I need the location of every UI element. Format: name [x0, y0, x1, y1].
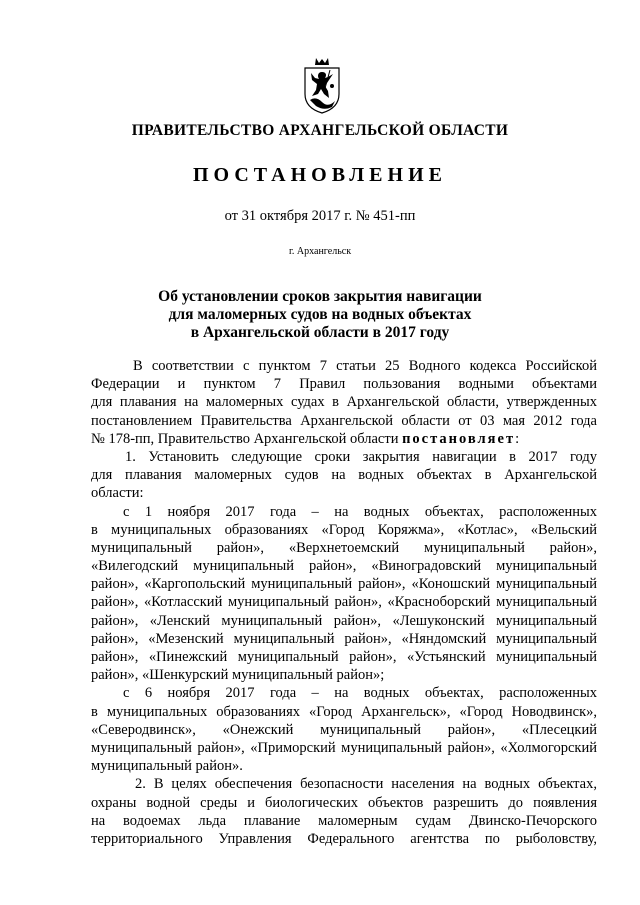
- body-line: район», «Котласский муниципальный район», «Красноборский муниципальный: [91, 594, 597, 611]
- body-text: :: [515, 430, 520, 447]
- body-line: охраны водной среды и биологических объектов разрешить до появления: [91, 794, 597, 811]
- body-line: территориального Управления Федерального агентства по рыболовству,: [91, 830, 597, 847]
- body-line: Федерации и пунктом 7 Правил пользования водными объектами: [91, 376, 597, 393]
- body-line: район», «Пинежский муниципальный район», «Устьянский муниципальный: [91, 649, 597, 665]
- body-line: район», «Мезенский муниципальный район», «Няндомский муниципальный: [91, 630, 597, 647]
- title-line: в Архангельской области в 2017 году: [190, 324, 450, 341]
- body-line: район», «Шенкурский муниципальный район»;: [91, 667, 385, 684]
- body-line: 2. В целях обеспечения безопасности населения на водных объектах,: [135, 776, 597, 793]
- body-line: район», «Каргопольский муниципальный район», «Коношский муниципальный: [91, 576, 597, 593]
- government-name: ПРАВИТЕЛЬСТВО АРХАНГЕЛЬСКОЙ ОБЛАСТИ: [131, 122, 509, 139]
- body-line: «Северодвинск», «Онежский муниципальный район», «Плесецкий: [91, 721, 597, 738]
- body-line: «Вилегодский муниципальный район», «Виноградовский муниципальный: [91, 558, 597, 575]
- emphasis-text: постановляет: [402, 430, 516, 447]
- body-line: муниципальный район».: [91, 758, 243, 775]
- body-line: постановлением Правительства Архангельской области от 03 мая 2012 года: [91, 412, 597, 429]
- document-title: [0, 288, 640, 342]
- body-line: с 6 ноября 2017 года – на водных объектах, расположенных: [123, 685, 597, 702]
- date-and-number: от 31 октября 2017 г. № 451-пп: [224, 208, 416, 224]
- document-type: ПОСТАНОВЛЕНИЕ: [193, 164, 447, 186]
- city-name: г. Архангельск: [288, 246, 352, 257]
- body-line: для плавания на маломерных судах в Архангельской области, утвержденных: [91, 394, 597, 411]
- body-line: район», «Ленский муниципальный район», «Лешуконский муниципальный: [91, 612, 597, 629]
- body-line: в муниципальных образованиях «Город Коряжма», «Котлас», «Вельский: [91, 521, 597, 538]
- title-line: Об установлении сроков закрытия навигации: [158, 288, 482, 305]
- body-text: № 178-пп, Правительство Архангельской области: [91, 430, 403, 447]
- body-line: на водоемах льда плавание маломерным судам Двинско-Печорского: [91, 812, 597, 829]
- body-line: муниципальный район», «Приморский муниципальный район», «Холмогорский: [91, 739, 597, 756]
- body-line: для плавания маломерных судов на водных объектах в Архангельской: [91, 467, 597, 484]
- body-line: В соответствии с пунктом 7 статьи 25 Водного кодекса Российской: [133, 358, 597, 374]
- title-line: для маломерных судов на водных объектах: [168, 306, 472, 323]
- body-line: [91, 430, 597, 448]
- body-line: с 1 ноября 2017 года – на водных объектах, расположенных: [123, 503, 597, 520]
- body-line: области:: [91, 485, 144, 502]
- body-line: муниципальный район», «Верхнетоемский муниципальный район»,: [91, 539, 597, 556]
- body-line: в муниципальных образованиях «Город Архангельск», «Город Новодвинск»,: [91, 703, 597, 720]
- body-line: 1. Установить следующие сроки закрытия навигации в 2017 году: [125, 448, 597, 465]
- document-body: [91, 357, 597, 848]
- coat-of-arms-icon: [302, 56, 342, 114]
